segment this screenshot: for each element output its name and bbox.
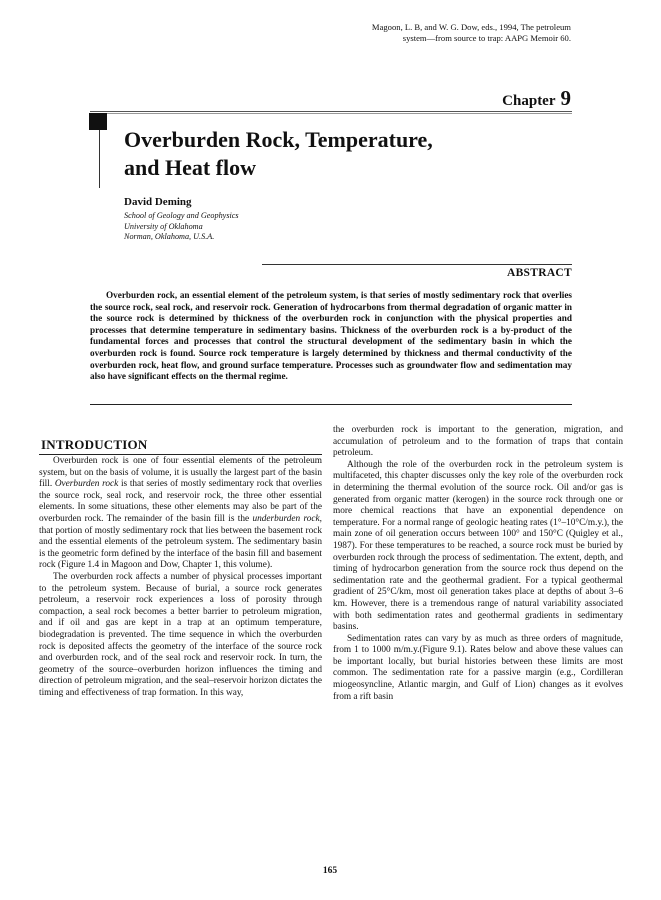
citation	[300, 22, 571, 44]
chapter-rule	[90, 111, 572, 112]
term-underburden-rock: underburden rock,	[252, 513, 322, 524]
left-column	[39, 456, 322, 699]
chapter-label	[440, 86, 571, 111]
affiliation-line-1: School of Geology and Geophysics	[124, 211, 239, 220]
introduction-heading-rule	[39, 454, 322, 455]
corner-block-ornament	[89, 113, 107, 130]
chapter-rule-secondary	[90, 113, 572, 114]
corner-vertical-rule	[99, 130, 100, 188]
abstract-heading: ABSTRACT	[506, 267, 572, 279]
abstract-bottom-rule	[90, 404, 572, 405]
abstract-rule	[262, 264, 572, 265]
chapter-number: 9	[560, 86, 571, 110]
title-line-2: and Heat flow	[124, 155, 256, 180]
term-overburden-rock: Overburden rock	[54, 479, 119, 490]
intro-paragraph-3: the overburden rock is important to the generation, migration, and accumulation of petroleum and to the formation of traps that contain petroleum.	[333, 425, 623, 459]
title-line-1: Overburden Rock, Temperature,	[124, 127, 433, 152]
p1-text-c: that portion of mostly sedimentary rock that lies between the basement rock and the essential elements of the petroleum system. The sedimentary basin is the geometric form defined by the interface of the basin fill and basement rock (Figure 1.4 in Magoon and Dow, Chapter 1, this volume).	[39, 525, 322, 571]
intro-paragraph-1	[39, 456, 322, 572]
author-affiliation	[124, 211, 239, 243]
affiliation-line-3: Norman, Oklahoma, U.S.A.	[124, 232, 215, 242]
affiliation-line-2: University of Oklahoma	[124, 221, 203, 231]
author-name: David Deming	[124, 196, 192, 208]
p1-text-b: is that series of mostly sedimentary rock that overlies the source rock, seal rock, and reservoir rock, the three other essential elements. In some situations, these other elements may also be part of the overburden rock. The remainder of the basin fill is the	[39, 479, 323, 524]
p1-text-a: Overburden rock is one of four essential elements of the petroleum system, but on the basis of volume, it is usually the largest part of the basin fill.	[39, 456, 322, 490]
intro-paragraph-2: The overburden rock affects a number of physical processes important to the petroleum system. Because of burial, a source rock generates petroleum, a reservoir rock experiences a loss of porosity through compaction, a seal rock becomes a better barrier to petroleum migration, and if oil and gas are kept in a trap at an optimum temperature, biodegradation is prevented. The time sequence in which the overburden rock is deposited affects the geometry of the interface of the source rock and overburden rock, and of the seal rock and reservoir rock. In turn, the geometry of the source–overburden horizon influences the timing and direction of petroleum migration, and the seal–reservoir horizon dictates the timing and effectiveness of trap formation. In this way,	[39, 571, 322, 698]
introduction-heading: INTRODUCTION	[41, 437, 148, 452]
intro-paragraph-4: Although the role of the overburden rock in the petroleum system is multifaceted, this chapter discusses only the key role of the overburden rock in determining the thermal evolution of the source rock. Oil and/or gas is generated from organic matter (kerogen) in the source rock through one or more chemical reactions that have an exponential dependence on temperature. For a normal range of geologic heating rates (1°–10°C/m.y.), the main zone of oil generation occurs between 100° and 150°C (Quigley et al., 1987). For these temperatures to be reached, a source rock must be buried by overburden rock through the process of sedimentation. The extent, depth, and timing of hydrocarbon generation from the source rock thus depend on the sedimentation rate and the geothermal gradient. For a typical geothermal gradient of 25°C/km, most oil generation takes place at depths of about 3–6 km. However, there is a tremendous range of natural variability associated with both sedimentation rates and geothermal gradients in sedimentary basins.	[333, 459, 623, 633]
chapter-title	[124, 126, 564, 182]
abstract-body: Overburden rock, an essential element of the petroleum system, is that series of mostly sedimentary rock that overlies the source rock, seal rock, and reservoir rock. Generation of hydrocarbons from thermal degradation of organic matter in the source rock is determined by thickness of the overburden rock in conjunction with the physical properties and processes that determine temperature in sedimentary basins. Thickness of the overburden rock is a by-product of the fundamental forces and processes that control the structural development of the sedimentary basin in which the overburden rock is found. Source rock temperature is largely determined by thickness and thermal conductivity of the overburden rock, heat flow, and ground surface temperature. Processes such as groundwater flow and sedimentation may also have significant effects on the thermal regime.	[90, 290, 572, 382]
right-column	[333, 425, 623, 703]
citation-line-2: system—from source to trap: AAPG Memoir 60.	[402, 33, 571, 43]
intro-paragraph-5: Sedimentation rates can vary by as much as three orders of magnitude, from 1 to 1000 m/m.y.(Figure 9.1). Rates below and above these values can be important locally, but burial histories between these limits are most common. The sedimentation rate for a passive margin (e.g., Cordilleran miogeosyncline, Atlantic margin, and Gulf of Lion) changes as it evolves from a rift basin	[333, 633, 623, 702]
page-number: 165	[322, 866, 338, 876]
chapter-word: Chapter	[502, 93, 556, 109]
citation-line-1: Magoon, L. B, and W. G. Dow, eds., 1994, The petroleum	[371, 22, 571, 32]
